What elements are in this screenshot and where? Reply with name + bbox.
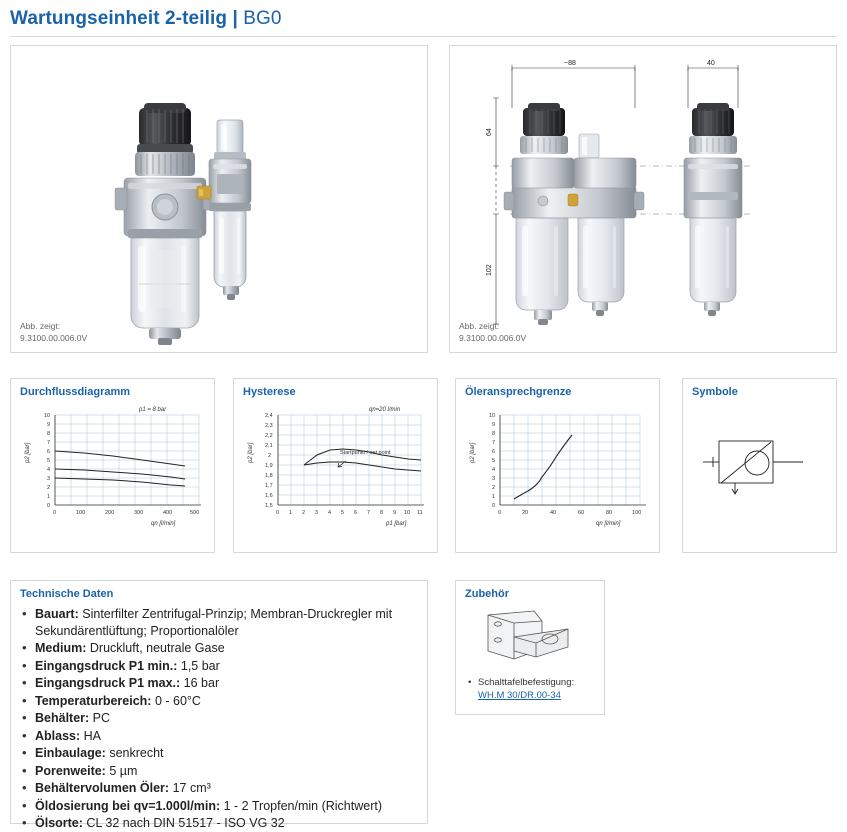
- page-title-separator: |: [232, 8, 238, 29]
- flow-diagram-card: [10, 378, 215, 553]
- svg-text:20: 20: [522, 510, 529, 516]
- dim-width-side: 40: [707, 60, 715, 67]
- svg-text:4: 4: [47, 467, 51, 473]
- svg-text:1,5: 1,5: [265, 503, 273, 509]
- dimension-drawing-card: [449, 45, 837, 353]
- list-item: [33, 728, 417, 745]
- hysteresis-chart: [234, 401, 439, 551]
- accessory-item-link[interactable]: WH.M 30/DR.00-34: [478, 690, 561, 701]
- svg-text:1,7: 1,7: [265, 483, 273, 489]
- photo-caption: [20, 320, 87, 344]
- list-item: [33, 745, 417, 762]
- oil-response-card: [455, 378, 660, 553]
- tech-value: PC: [92, 711, 111, 725]
- flow-diagram-title: Durchflussdiagramm: [20, 386, 131, 398]
- list-item: [33, 606, 417, 639]
- tech-label: Öldosierung bei qv=1.000l/min:: [35, 798, 221, 813]
- photo-caption-line2: 9.3100.00.006.0V: [20, 333, 88, 343]
- list-item: [33, 763, 417, 780]
- svg-text:4: 4: [492, 467, 496, 473]
- svg-text:2,4: 2,4: [265, 413, 273, 419]
- list-item: [33, 780, 417, 797]
- accessory-title: Zubehör: [465, 588, 509, 600]
- svg-text:8: 8: [380, 510, 384, 516]
- tech-label: Einbaulage:: [35, 746, 106, 760]
- symbols-card: [682, 378, 837, 553]
- dim-height-lower: 102: [486, 264, 493, 276]
- svg-text:8: 8: [492, 431, 496, 437]
- hysteresis-note: qn=20 l/min: [369, 407, 401, 413]
- tech-label: Bauart:: [35, 607, 79, 621]
- mounting-bracket-image: [476, 607, 586, 677]
- page-title: [10, 8, 837, 30]
- technical-data-card: [10, 580, 428, 830]
- hysteresis-annotation: Startpunkt / set point: [340, 450, 391, 456]
- svg-text:5: 5: [492, 458, 496, 464]
- svg-text:10: 10: [404, 510, 411, 516]
- technical-data-list: [11, 606, 427, 832]
- svg-text:100: 100: [632, 510, 642, 516]
- accessory-item-label: Schalttafelbefestigung:: [478, 677, 575, 688]
- svg-text:qn [l/min]: qn [l/min]: [151, 521, 176, 527]
- svg-text:6: 6: [47, 449, 51, 455]
- tech-label: Porenweite:: [35, 763, 106, 778]
- tech-value: HA: [83, 728, 102, 743]
- svg-text:p2 [bar]: p2 [bar]: [470, 442, 476, 463]
- list-item: [33, 658, 417, 675]
- svg-text:1: 1: [47, 494, 51, 500]
- list-item: [33, 815, 417, 832]
- svg-text:p1 [bar]: p1 [bar]: [386, 521, 407, 527]
- tech-label: Ölsorte:: [35, 816, 83, 830]
- svg-text:0: 0: [47, 503, 51, 509]
- svg-text:1,8: 1,8: [265, 473, 273, 479]
- svg-text:0: 0: [276, 510, 280, 516]
- svg-text:500: 500: [190, 510, 200, 516]
- svg-text:100: 100: [76, 510, 86, 516]
- bullet-icon: •: [468, 677, 472, 688]
- oil-response-title: Öleransprechgrenze: [465, 386, 572, 398]
- svg-text:1,9: 1,9: [265, 463, 273, 469]
- list-item: [33, 798, 417, 815]
- pneumatic-symbol: [683, 409, 838, 549]
- tech-label: Eingangsdruck P1 max.:: [35, 676, 181, 690]
- tech-label: Eingangsdruck P1 min.:: [35, 658, 178, 673]
- svg-text:9: 9: [492, 422, 496, 428]
- svg-text:7: 7: [492, 440, 496, 446]
- svg-text:10: 10: [489, 413, 496, 419]
- flow-diagram-chart: [11, 401, 216, 551]
- tech-label: Temperaturbereich:: [35, 693, 152, 708]
- tech-value: 5 µm: [109, 763, 138, 778]
- title-divider: [10, 36, 837, 37]
- tech-value: Druckluft, neutrale Gase: [89, 641, 225, 655]
- tech-value: 1 - 2 Tropfen/min (Richtwert): [223, 798, 382, 813]
- svg-text:400: 400: [163, 510, 173, 516]
- list-item: [33, 693, 417, 710]
- svg-text:7: 7: [367, 510, 371, 516]
- tech-value: senkrecht: [109, 746, 164, 760]
- svg-text:40: 40: [550, 510, 557, 516]
- svg-text:6: 6: [354, 510, 358, 516]
- oil-response-chart: [456, 401, 661, 551]
- hysteresis-title: Hysterese: [243, 386, 296, 398]
- svg-text:2: 2: [492, 485, 496, 491]
- svg-text:3: 3: [47, 476, 51, 482]
- svg-text:3: 3: [315, 510, 319, 516]
- svg-text:2,3: 2,3: [265, 423, 273, 429]
- svg-text:2,1: 2,1: [265, 443, 273, 449]
- svg-text:3: 3: [492, 476, 496, 482]
- svg-text:5: 5: [341, 510, 345, 516]
- tech-value: 17 cm³: [172, 781, 211, 795]
- technical-data-title: Technische Daten: [20, 588, 114, 600]
- tech-value: CL 32 nach DIN 51517 - ISO VG 32: [86, 816, 285, 830]
- tech-value: 0 - 60°C: [154, 693, 201, 708]
- list-item: [33, 710, 417, 727]
- svg-text:11: 11: [417, 510, 423, 516]
- svg-text:2: 2: [302, 510, 306, 516]
- hysteresis-card: [233, 378, 438, 553]
- svg-text:300: 300: [134, 510, 144, 516]
- svg-text:1: 1: [289, 510, 293, 516]
- svg-text:6: 6: [492, 449, 496, 455]
- product-photo-card: [10, 45, 428, 353]
- svg-text:qn [l/min]: qn [l/min]: [596, 521, 621, 527]
- svg-text:2: 2: [47, 485, 51, 491]
- svg-text:0: 0: [53, 510, 57, 516]
- accessory-card: [455, 580, 605, 715]
- svg-text:7: 7: [47, 440, 51, 446]
- svg-text:2,2: 2,2: [265, 433, 273, 439]
- dimension-drawing: [450, 46, 838, 354]
- list-item: [33, 675, 417, 692]
- dimension-caption: [459, 320, 526, 344]
- svg-text:9: 9: [47, 422, 51, 428]
- photo-caption-line1: Abb. zeigt:: [20, 321, 61, 331]
- svg-text:0: 0: [492, 503, 496, 509]
- tech-value: 16 bar: [183, 676, 220, 690]
- svg-text:10: 10: [44, 413, 51, 419]
- svg-text:9: 9: [393, 510, 397, 516]
- svg-text:8: 8: [47, 431, 51, 437]
- svg-text:1: 1: [492, 494, 496, 500]
- tech-value: 1,5 bar: [180, 658, 220, 673]
- tech-value: Sinterfilter Zentrifugal-Prinzip; Membran-Druckregler mit Sekundärentlüftung; Proportionalöler: [35, 607, 393, 638]
- accessory-item: [468, 676, 598, 702]
- svg-text:4: 4: [328, 510, 332, 516]
- symbols-title: Symbole: [692, 386, 738, 398]
- list-item: [33, 640, 417, 657]
- svg-text:0: 0: [498, 510, 502, 516]
- svg-text:60: 60: [578, 510, 585, 516]
- page-title-sub: BG0: [243, 8, 282, 29]
- tech-label: Behälter:: [35, 711, 90, 725]
- svg-text:p2 [bar]: p2 [bar]: [248, 442, 254, 463]
- flow-diagram-note: p1 = 8 bar: [139, 407, 167, 413]
- svg-text:2: 2: [268, 453, 272, 459]
- tech-label: Ablass:: [35, 728, 81, 743]
- svg-text:1,6: 1,6: [265, 493, 273, 499]
- dim-width-total: ~88: [564, 60, 576, 67]
- tech-label: Behältervolumen Öler:: [35, 781, 170, 795]
- svg-text:5: 5: [47, 458, 51, 464]
- tech-label: Medium:: [35, 641, 87, 655]
- svg-text:80: 80: [606, 510, 613, 516]
- dim-height-upper: 64: [486, 128, 493, 136]
- dimension-caption-line2: 9.3100.00.006.0V: [459, 333, 527, 343]
- page-title-main: Wartungseinheit 2-teilig: [10, 8, 228, 29]
- svg-text:p2 [bar]: p2 [bar]: [25, 442, 31, 463]
- dimension-caption-line1: Abb. zeigt:: [459, 321, 500, 331]
- svg-text:200: 200: [105, 510, 115, 516]
- product-photo: [11, 46, 429, 354]
